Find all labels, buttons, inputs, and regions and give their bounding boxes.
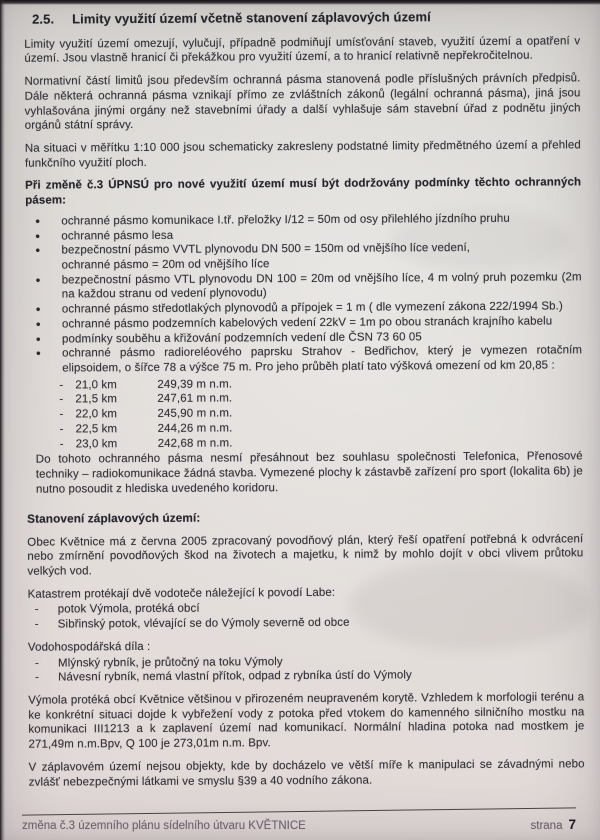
list-item-text: ochranné pásmo středotlakých plynovodů a přípojek = 1 m ( dle vymezení zákona 222/1994 Sb.) (61, 300, 563, 316)
flood-zones-heading: Stanovení záplavových území: (27, 511, 201, 527)
list-item-text: ochranné pásmo komunikace I.tř. přeložky I/12 = 50m od osy přilehlého jízdního pruhu (61, 212, 510, 228)
elevation-km: 22,0 km (75, 408, 118, 421)
photo-edge-top (0, 0, 600, 5)
dash-marker: - (59, 423, 64, 436)
protection-zones-list (25, 211, 582, 376)
elevation-value: 249,39 m n.m. (157, 378, 233, 391)
page-footer (22, 811, 576, 832)
paragraph-normative: Normativní částí limitů jsou především ochranná pásma stanovená podle příslušných právních předpisů. Dále některá ochranná pásma vznikají přímo ze zvláštních zákonů (legální ochranná pásma), jiná jsou vyhlašována jinými orgány než stavebními úřady a další vyhlašuje sám stavební úřad z podnětu jiných orgánů státní správy. (24, 72, 581, 132)
list-item-text: ochranné pásmo podzemních kabelových vedení 22kV = 1m po obou stranách krajního kabelu (61, 315, 553, 331)
bullet-icon: • (35, 331, 41, 347)
bullet-icon: • (35, 301, 41, 317)
section-title: Limity využití území včetně stanovení záplavových území (72, 9, 431, 27)
bullet-icon: • (35, 228, 41, 244)
paragraph-hazardous-substances: V záplavovém území nejsou objekty, kde by docházelo ve větší míře k manipulaci se závadnými nebo zvlášť nebezpečnými látkami ve smyslu §39 a 40 vodního zákona. (28, 758, 585, 789)
paragraph-limits-intro: Limity využití území omezují, vylučují, případně podmiňují umísťování staveb, využití území a opatření v území. Jsou vlastně hranicí či překážkou pro využití území, a to hranicí relativně nepřekročitelnou. (24, 34, 581, 66)
bullet-icon: • (35, 316, 41, 332)
bullet-icon: • (35, 272, 41, 288)
list-item-text: Sibřinský potok, vlévající se do Výmoly severně od obce (57, 616, 350, 631)
elevation-km: 22,5 km (75, 423, 118, 436)
document-page (24, 4, 585, 798)
list-item-text: Mlýnský rybník, je průtočný na toku Výmoly (57, 655, 283, 670)
dash-marker: - (34, 604, 39, 617)
elevation-km: 21,5 km (75, 393, 118, 406)
section-number: 2.5. (32, 11, 55, 27)
dash-marker: - (59, 438, 64, 451)
elevation-value: 245,90 m n.m. (157, 407, 233, 421)
elevation-value: 247,61 m n.m. (157, 392, 233, 406)
footer-document-title: změna č.3 územního plánu sídelního útvaru KVĚTNICE (22, 820, 306, 832)
elevation-value: 242,68 m n.m. (157, 437, 233, 450)
bullet-icon: • (35, 213, 41, 229)
section-heading (24, 8, 580, 28)
elevation-table (26, 375, 582, 452)
paragraph-flood-plan: Obec Květnice má z června 2005 zpracovaný povodňový plán, který řeší opatření potřebná k odvrácení nebo zmírnění povodňových škod na životech a majetku, k nimž by mohlo dojít v obci vlivem průtoku velkých vod. (27, 532, 584, 578)
list-item-text: ochranné pásmo lesa (61, 229, 174, 243)
elevation-value: 244,26 m n.m. (157, 422, 233, 435)
paragraph-vymola-flow: Výmola protéká obcí Květnice většinou v přirozeném neupraveném korytě. Vzhledem k morfologii terénu a ke konkrétní situaci dojde k vybřežení vody z potoka před vtokem do kamenného silničního mostku na komunikaci III1213 a k zaplavení území nad komunikací. Normální hladina potoka nad mostkem je 271,49m n.m.Bpv, Q 100 je 273,01m n.m. Bpv. (28, 691, 585, 751)
paragraph-conditions-intro: Při změně č.3 ÚPNSÚ pro nové využití území musí být dodržovány podmínky těchto ochranných pásem: (25, 176, 582, 207)
list-item-text: potok Výmola, protéká obcí (57, 603, 200, 616)
list-item (25, 241, 581, 274)
page-label: strana (530, 820, 563, 832)
list-item-text: Návesní rybník, nemá vlastní přítok, odpad z rybníka ústí do Výmoly (58, 669, 412, 684)
photo-edge-left (0, 0, 5, 840)
bullet-icon: • (36, 345, 41, 361)
footer-rule (22, 807, 576, 815)
list-item-text: ochranné pásmo radioreléového paprsku Strahov - Bedřichov, který je vymezen rotačním elipsoidem, o šířce 78 a výšce 75 m. Pro jeho průběh platí tato výšková omezení od km 20,85 : (62, 344, 583, 375)
list-item (26, 344, 582, 377)
list-item (28, 668, 584, 686)
bullet-icon: • (35, 242, 41, 258)
paragraph-streams-intro: Katastrem protékají dvě vodoteče náležející k povodí Labe: (27, 586, 336, 601)
list-item-text: bezpečnostní pásmo VTL plynovodu DN 100 = 20m od vnějšího líce, 4 m volný pruh pozemku (2m na každou stranu od vedení plynovodu) (61, 270, 582, 301)
dash-marker: - (59, 408, 64, 421)
streams-list (28, 600, 584, 633)
paragraph-situation-map: Na situaci v měřítku 1:10 000 jsou schematicky zakresleny podstatné limity předmětného území a přehled funkčního využití ploch. (24, 139, 581, 170)
waterworks-list (28, 653, 584, 686)
list-item-text: podmínky souběhu a křižování podzemních vedení dle ČSN 73 60 05 (61, 330, 422, 346)
elevation-km: 23,0 km (75, 437, 118, 450)
list-item (26, 270, 582, 303)
list-item-text: bezpečnostní pásmo VVTL plynovodu DN 500 = 150m od vnějšího líce vedení, ochranné pásmo = 20m od vnějšího líce (61, 242, 471, 272)
dash-marker: - (35, 671, 40, 684)
paragraph-corridor-note: Do tohoto ochranného pásma nesmí přesáhnout bez souhlasu společnosti Telefonica, Přenosové techniky – radiokomunikace žádná stavba. Vymezené plochy k zástavbě zařízení pro sport (lokalita 6b) je nutno posoudit z hlediska uvedeného koridoru. (35, 450, 583, 496)
page-number-value: 7 (568, 817, 576, 832)
list-item (28, 614, 584, 632)
dash-marker: - (34, 657, 39, 670)
paragraph-waterworks-intro: Vodohospodářská díla : (27, 640, 151, 654)
dash-marker: - (59, 393, 64, 406)
dash-marker: - (59, 379, 64, 392)
elevation-km: 21,0 km (75, 378, 117, 392)
page-number (531, 817, 576, 832)
dash-marker: - (34, 618, 39, 631)
